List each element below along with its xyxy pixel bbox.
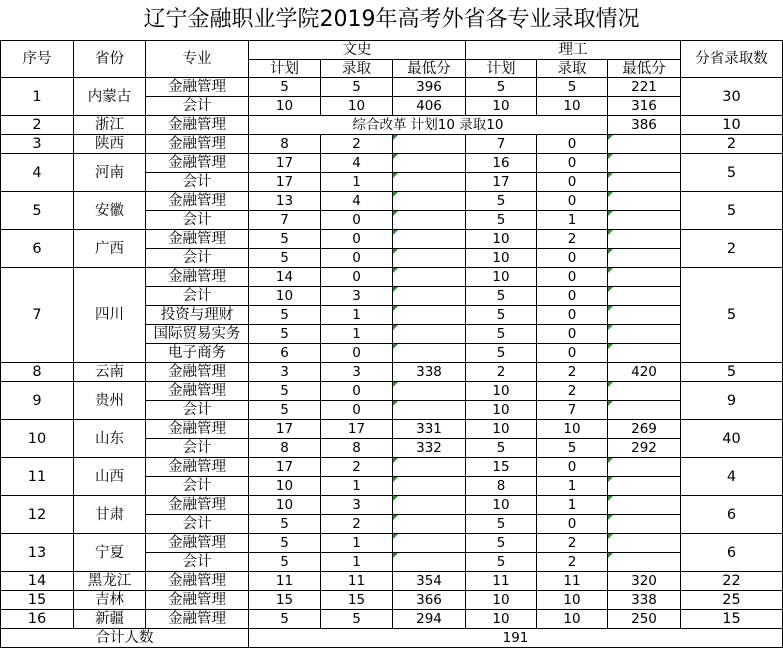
wenshi-plan: 7 bbox=[249, 211, 321, 230]
ligong-min-score bbox=[608, 458, 681, 477]
wenshi-min-score: 366 bbox=[393, 591, 466, 610]
province-name: 安徽 bbox=[74, 192, 146, 230]
wenshi-admitted: 0 bbox=[321, 211, 393, 230]
major-name: 金融管理 bbox=[146, 572, 249, 591]
province-name: 内蒙古 bbox=[74, 78, 146, 116]
wenshi-admitted: 1 bbox=[321, 553, 393, 572]
ligong-plan: 8 bbox=[466, 477, 537, 496]
wenshi-min-score bbox=[393, 344, 466, 363]
ligong-plan: 16 bbox=[466, 154, 537, 173]
ligong-plan: 5 bbox=[466, 325, 537, 344]
wenshi-min-score bbox=[393, 230, 466, 249]
ligong-admitted: 0 bbox=[537, 515, 608, 534]
wenshi-min-score bbox=[393, 458, 466, 477]
ligong-plan: 10 bbox=[466, 610, 537, 629]
ligong-admitted: 2 bbox=[537, 382, 608, 401]
wenshi-admitted: 0 bbox=[321, 401, 393, 420]
header-wenshi-plan: 计划 bbox=[249, 60, 321, 78]
wenshi-admitted: 1 bbox=[321, 306, 393, 325]
province-total: 5 bbox=[681, 154, 783, 192]
wenshi-admitted: 1 bbox=[321, 325, 393, 344]
table-row bbox=[1, 192, 783, 211]
ligong-admitted: 0 bbox=[537, 173, 608, 192]
ligong-plan: 11 bbox=[466, 572, 537, 591]
ligong-min-score: 320 bbox=[608, 572, 681, 591]
wenshi-plan: 5 bbox=[249, 325, 321, 344]
row-seq: 9 bbox=[1, 382, 74, 420]
major-name: 金融管理 bbox=[146, 230, 249, 249]
wenshi-plan: 10 bbox=[249, 477, 321, 496]
header-province: 省份 bbox=[74, 41, 146, 78]
ligong-admitted: 10 bbox=[537, 420, 608, 439]
wenshi-plan: 8 bbox=[249, 439, 321, 458]
wenshi-admitted: 3 bbox=[321, 496, 393, 515]
province-total: 9 bbox=[681, 382, 783, 420]
major-name: 国际贸易实务 bbox=[146, 325, 249, 344]
table-row bbox=[1, 420, 783, 439]
province-total: 25 bbox=[681, 591, 783, 610]
wenshi-min-score: 294 bbox=[393, 610, 466, 629]
ligong-min-score bbox=[608, 325, 681, 344]
wenshi-admitted: 17 bbox=[321, 420, 393, 439]
table-row bbox=[1, 591, 783, 610]
ligong-min-score: 221 bbox=[608, 78, 681, 97]
wenshi-min-score bbox=[393, 306, 466, 325]
province-name: 贵州 bbox=[74, 382, 146, 420]
row-seq: 12 bbox=[1, 496, 74, 534]
wenshi-admitted: 0 bbox=[321, 249, 393, 268]
row-seq: 8 bbox=[1, 363, 74, 382]
ligong-min-score: 386 bbox=[608, 116, 681, 135]
major-name: 会计 bbox=[146, 287, 249, 306]
wenshi-plan: 15 bbox=[249, 591, 321, 610]
ligong-admitted: 2 bbox=[537, 534, 608, 553]
table-row bbox=[1, 572, 783, 591]
wenshi-admitted: 0 bbox=[321, 268, 393, 287]
province-name: 甘肃 bbox=[74, 496, 146, 534]
wenshi-min-score: 406 bbox=[393, 97, 466, 116]
province-total: 22 bbox=[681, 572, 783, 591]
ligong-min-score bbox=[608, 306, 681, 325]
ligong-admitted: 2 bbox=[537, 553, 608, 572]
major-name: 会计 bbox=[146, 401, 249, 420]
major-name: 金融管理 bbox=[146, 135, 249, 154]
province-total: 40 bbox=[681, 420, 783, 458]
ligong-admitted: 2 bbox=[537, 363, 608, 382]
row-seq: 10 bbox=[1, 420, 74, 458]
wenshi-min-score: 396 bbox=[393, 78, 466, 97]
wenshi-min-score bbox=[393, 553, 466, 572]
ligong-min-score bbox=[608, 249, 681, 268]
table-row bbox=[1, 534, 783, 553]
wenshi-admitted: 1 bbox=[321, 534, 393, 553]
ligong-admitted: 0 bbox=[537, 249, 608, 268]
ligong-admitted: 10 bbox=[537, 610, 608, 629]
province-name: 河南 bbox=[74, 154, 146, 192]
wenshi-admitted: 0 bbox=[321, 344, 393, 363]
major-name: 金融管理 bbox=[146, 420, 249, 439]
major-name: 金融管理 bbox=[146, 591, 249, 610]
province-total: 4 bbox=[681, 458, 783, 496]
header-ligong: 理工 bbox=[466, 41, 681, 60]
major-name: 会计 bbox=[146, 173, 249, 192]
admission-table bbox=[0, 40, 783, 648]
ligong-admitted: 7 bbox=[537, 401, 608, 420]
ligong-min-score: 338 bbox=[608, 591, 681, 610]
ligong-min-score bbox=[608, 515, 681, 534]
ligong-admitted: 11 bbox=[537, 572, 608, 591]
major-name: 电子商务 bbox=[146, 344, 249, 363]
wenshi-admitted: 1 bbox=[321, 173, 393, 192]
province-total: 6 bbox=[681, 534, 783, 572]
ligong-plan: 10 bbox=[466, 401, 537, 420]
province-total: 6 bbox=[681, 496, 783, 534]
major-name: 金融管理 bbox=[146, 610, 249, 629]
wenshi-plan: 5 bbox=[249, 78, 321, 97]
ligong-min-score bbox=[608, 154, 681, 173]
major-name: 金融管理 bbox=[146, 154, 249, 173]
ligong-plan: 5 bbox=[466, 287, 537, 306]
ligong-min-score bbox=[608, 230, 681, 249]
province-name: 广西 bbox=[74, 230, 146, 268]
wenshi-min-score bbox=[393, 268, 466, 287]
wenshi-min-score bbox=[393, 496, 466, 515]
wenshi-admitted: 3 bbox=[321, 363, 393, 382]
province-total: 10 bbox=[681, 116, 783, 135]
wenshi-admitted: 5 bbox=[321, 78, 393, 97]
header-wenshi-min-score: 最低分 bbox=[393, 60, 466, 78]
ligong-min-score bbox=[608, 477, 681, 496]
province-total: 2 bbox=[681, 135, 783, 154]
ligong-admitted: 1 bbox=[537, 496, 608, 515]
header-wenshi-admitted: 录取 bbox=[321, 60, 393, 78]
wenshi-admitted: 2 bbox=[321, 135, 393, 154]
ligong-plan: 2 bbox=[466, 363, 537, 382]
table-row bbox=[1, 268, 783, 287]
table-row bbox=[1, 116, 783, 135]
ligong-min-score bbox=[608, 268, 681, 287]
footer-total-label: 合计人数 bbox=[1, 629, 249, 648]
ligong-min-score: 269 bbox=[608, 420, 681, 439]
wenshi-admitted: 4 bbox=[321, 192, 393, 211]
province-name: 云南 bbox=[74, 363, 146, 382]
header-major: 专业 bbox=[146, 41, 249, 78]
row-seq: 13 bbox=[1, 534, 74, 572]
ligong-admitted: 1 bbox=[537, 211, 608, 230]
province-name: 四川 bbox=[74, 268, 146, 363]
table-row bbox=[1, 382, 783, 401]
ligong-plan: 10 bbox=[466, 496, 537, 515]
wenshi-min-score bbox=[393, 249, 466, 268]
table-row bbox=[1, 78, 783, 97]
wenshi-admitted: 0 bbox=[321, 230, 393, 249]
wenshi-plan: 13 bbox=[249, 192, 321, 211]
province-name: 黑龙江 bbox=[74, 572, 146, 591]
ligong-min-score bbox=[608, 135, 681, 154]
ligong-min-score bbox=[608, 534, 681, 553]
ligong-admitted: 0 bbox=[537, 268, 608, 287]
ligong-admitted: 0 bbox=[537, 344, 608, 363]
major-name: 金融管理 bbox=[146, 363, 249, 382]
row-seq: 5 bbox=[1, 192, 74, 230]
province-name: 山西 bbox=[74, 458, 146, 496]
ligong-plan: 5 bbox=[466, 515, 537, 534]
province-name: 浙江 bbox=[74, 116, 146, 135]
wenshi-min-score bbox=[393, 154, 466, 173]
ligong-min-score: 292 bbox=[608, 439, 681, 458]
wenshi-plan: 6 bbox=[249, 344, 321, 363]
ligong-admitted: 5 bbox=[537, 439, 608, 458]
wenshi-min-score: 332 bbox=[393, 439, 466, 458]
ligong-plan: 10 bbox=[466, 591, 537, 610]
ligong-admitted: 10 bbox=[537, 591, 608, 610]
wenshi-plan: 10 bbox=[249, 97, 321, 116]
ligong-admitted: 2 bbox=[537, 230, 608, 249]
wenshi-admitted: 1 bbox=[321, 477, 393, 496]
province-total: 5 bbox=[681, 192, 783, 230]
major-name: 金融管理 bbox=[146, 78, 249, 97]
ligong-min-score bbox=[608, 287, 681, 306]
header-ligong-min-score: 最低分 bbox=[608, 60, 681, 78]
wenshi-plan: 8 bbox=[249, 135, 321, 154]
ligong-plan: 10 bbox=[466, 230, 537, 249]
table-row bbox=[1, 458, 783, 477]
wenshi-admitted: 10 bbox=[321, 97, 393, 116]
wenshi-plan: 5 bbox=[249, 382, 321, 401]
ligong-plan: 15 bbox=[466, 458, 537, 477]
wenshi-min-score bbox=[393, 477, 466, 496]
ligong-min-score: 420 bbox=[608, 363, 681, 382]
wenshi-min-score: 354 bbox=[393, 572, 466, 591]
ligong-admitted: 10 bbox=[537, 97, 608, 116]
major-name: 金融管理 bbox=[146, 458, 249, 477]
wenshi-min-score: 338 bbox=[393, 363, 466, 382]
ligong-admitted: 0 bbox=[537, 287, 608, 306]
wenshi-min-score bbox=[393, 325, 466, 344]
table-row bbox=[1, 230, 783, 249]
wenshi-plan: 5 bbox=[249, 515, 321, 534]
table-row bbox=[1, 363, 783, 382]
row-seq: 4 bbox=[1, 154, 74, 192]
major-name: 投资与理财 bbox=[146, 306, 249, 325]
ligong-plan: 5 bbox=[466, 192, 537, 211]
table-row bbox=[1, 154, 783, 173]
wenshi-admitted: 15 bbox=[321, 591, 393, 610]
wenshi-admitted: 2 bbox=[321, 515, 393, 534]
ligong-min-score bbox=[608, 496, 681, 515]
province-total: 2 bbox=[681, 230, 783, 268]
ligong-min-score bbox=[608, 401, 681, 420]
ligong-min-score: 250 bbox=[608, 610, 681, 629]
row-seq: 6 bbox=[1, 230, 74, 268]
ligong-admitted: 0 bbox=[537, 135, 608, 154]
header-ligong-plan: 计划 bbox=[466, 60, 537, 78]
major-name: 会计 bbox=[146, 97, 249, 116]
header-wenshi: 文史 bbox=[249, 41, 466, 60]
row-seq: 1 bbox=[1, 78, 74, 116]
major-name: 金融管理 bbox=[146, 534, 249, 553]
ligong-plan: 10 bbox=[466, 268, 537, 287]
page-title: 辽宁金融职业学院2019年高考外省各专业录取情况 bbox=[143, 7, 640, 32]
ligong-plan: 5 bbox=[466, 439, 537, 458]
note-cell: 综合改革 计划10 录取10 bbox=[249, 116, 608, 135]
ligong-plan: 10 bbox=[466, 420, 537, 439]
ligong-plan: 5 bbox=[466, 553, 537, 572]
header-province-total: 分省录取数 bbox=[681, 41, 783, 78]
header-ligong-admitted: 录取 bbox=[537, 60, 608, 78]
wenshi-min-score: 331 bbox=[393, 420, 466, 439]
ligong-admitted: 0 bbox=[537, 325, 608, 344]
major-name: 会计 bbox=[146, 439, 249, 458]
ligong-plan: 10 bbox=[466, 249, 537, 268]
wenshi-plan: 17 bbox=[249, 173, 321, 192]
ligong-min-score bbox=[608, 553, 681, 572]
row-seq: 15 bbox=[1, 591, 74, 610]
ligong-plan: 5 bbox=[466, 211, 537, 230]
row-seq: 3 bbox=[1, 135, 74, 154]
ligong-admitted: 5 bbox=[537, 78, 608, 97]
wenshi-min-score bbox=[393, 534, 466, 553]
province-total: 30 bbox=[681, 78, 783, 116]
major-name: 会计 bbox=[146, 211, 249, 230]
ligong-min-score bbox=[608, 173, 681, 192]
ligong-min-score bbox=[608, 344, 681, 363]
wenshi-admitted: 8 bbox=[321, 439, 393, 458]
wenshi-plan: 5 bbox=[249, 230, 321, 249]
province-name: 新疆 bbox=[74, 610, 146, 629]
ligong-min-score bbox=[608, 382, 681, 401]
major-name: 金融管理 bbox=[146, 268, 249, 287]
major-name: 会计 bbox=[146, 477, 249, 496]
major-name: 金融管理 bbox=[146, 116, 249, 135]
footer-total-value: 191 bbox=[249, 629, 783, 648]
header-seq: 序号 bbox=[1, 41, 74, 78]
wenshi-min-score bbox=[393, 287, 466, 306]
wenshi-min-score bbox=[393, 211, 466, 230]
row-seq: 11 bbox=[1, 458, 74, 496]
province-name: 宁夏 bbox=[74, 534, 146, 572]
wenshi-min-score bbox=[393, 192, 466, 211]
ligong-plan: 5 bbox=[466, 306, 537, 325]
wenshi-min-score bbox=[393, 382, 466, 401]
major-name: 金融管理 bbox=[146, 496, 249, 515]
wenshi-admitted: 4 bbox=[321, 154, 393, 173]
ligong-plan: 10 bbox=[466, 382, 537, 401]
ligong-plan: 5 bbox=[466, 78, 537, 97]
ligong-min-score: 316 bbox=[608, 97, 681, 116]
wenshi-min-score bbox=[393, 401, 466, 420]
wenshi-admitted: 2 bbox=[321, 458, 393, 477]
ligong-plan: 17 bbox=[466, 173, 537, 192]
table-body bbox=[1, 78, 783, 629]
wenshi-admitted: 0 bbox=[321, 382, 393, 401]
row-seq: 7 bbox=[1, 268, 74, 363]
province-total: 15 bbox=[681, 610, 783, 629]
ligong-admitted: 0 bbox=[537, 192, 608, 211]
major-name: 会计 bbox=[146, 515, 249, 534]
wenshi-plan: 17 bbox=[249, 458, 321, 477]
ligong-min-score bbox=[608, 211, 681, 230]
wenshi-admitted: 5 bbox=[321, 610, 393, 629]
wenshi-plan: 17 bbox=[249, 154, 321, 173]
wenshi-plan: 3 bbox=[249, 363, 321, 382]
major-name: 金融管理 bbox=[146, 192, 249, 211]
ligong-plan: 5 bbox=[466, 344, 537, 363]
province-total: 5 bbox=[681, 268, 783, 363]
wenshi-plan: 5 bbox=[249, 306, 321, 325]
ligong-admitted: 0 bbox=[537, 154, 608, 173]
wenshi-plan: 17 bbox=[249, 420, 321, 439]
wenshi-plan: 5 bbox=[249, 401, 321, 420]
wenshi-plan: 10 bbox=[249, 496, 321, 515]
major-name: 会计 bbox=[146, 553, 249, 572]
wenshi-plan: 11 bbox=[249, 572, 321, 591]
major-name: 会计 bbox=[146, 249, 249, 268]
wenshi-min-score bbox=[393, 173, 466, 192]
ligong-admitted: 0 bbox=[537, 306, 608, 325]
wenshi-plan: 5 bbox=[249, 249, 321, 268]
ligong-plan: 5 bbox=[466, 534, 537, 553]
ligong-admitted: 0 bbox=[537, 458, 608, 477]
wenshi-min-score bbox=[393, 135, 466, 154]
wenshi-plan: 10 bbox=[249, 287, 321, 306]
province-name: 陕西 bbox=[74, 135, 146, 154]
row-seq: 2 bbox=[1, 116, 74, 135]
ligong-admitted: 1 bbox=[537, 477, 608, 496]
wenshi-min-score bbox=[393, 515, 466, 534]
table-row bbox=[1, 610, 783, 629]
ligong-plan: 7 bbox=[466, 135, 537, 154]
row-seq: 16 bbox=[1, 610, 74, 629]
wenshi-plan: 5 bbox=[249, 553, 321, 572]
major-name: 金融管理 bbox=[146, 382, 249, 401]
wenshi-plan: 14 bbox=[249, 268, 321, 287]
row-seq: 14 bbox=[1, 572, 74, 591]
wenshi-plan: 5 bbox=[249, 610, 321, 629]
wenshi-admitted: 11 bbox=[321, 572, 393, 591]
table-row bbox=[1, 496, 783, 515]
province-total: 5 bbox=[681, 363, 783, 382]
wenshi-plan: 5 bbox=[249, 534, 321, 553]
wenshi-admitted: 3 bbox=[321, 287, 393, 306]
ligong-plan: 10 bbox=[466, 97, 537, 116]
province-name: 山东 bbox=[74, 420, 146, 458]
ligong-min-score bbox=[608, 192, 681, 211]
province-name: 吉林 bbox=[74, 591, 146, 610]
table-row bbox=[1, 135, 783, 154]
